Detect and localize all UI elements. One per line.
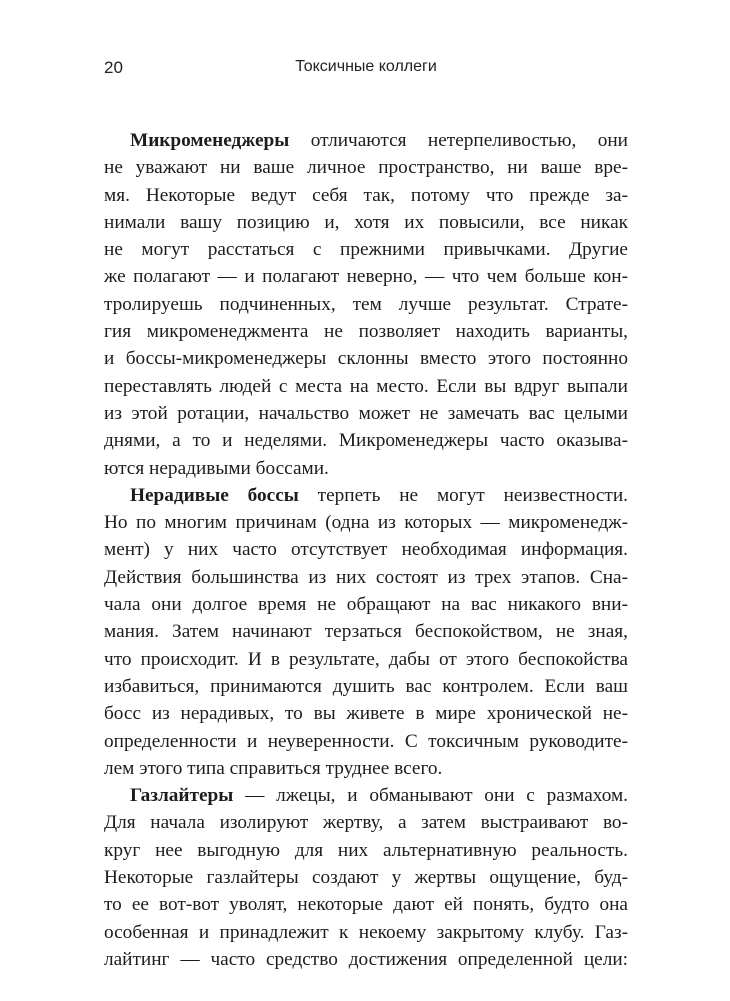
text-line: определенности и неуверенности. С токсичным руководите- — [104, 730, 628, 752]
text-line: избавиться, принимаются душить вас контролем. Если ваш — [104, 675, 628, 697]
text-line: что происходит. И в результате, дабы от этого беспокойства — [104, 648, 628, 670]
text-span: терпеть не могут неизвестности. — [298, 484, 628, 506]
text-line: гия микроменеджмента не позволяет находить варианты, — [104, 321, 628, 343]
text-line: мент) у них часто отсутствует необходимая информация. — [104, 539, 628, 561]
text-line: Действия большинства из них состоят из трех этапов. Сна- — [104, 566, 628, 588]
text-line — [104, 127, 628, 154]
page-number: 20 — [104, 58, 123, 77]
paragraph-micromanagers — [104, 127, 628, 482]
term-negligent-bosses: Нерадивые боссы — [130, 484, 299, 506]
text-line: ются нерадивыми боссами. — [104, 457, 329, 479]
text-line: лем этого типа справиться труднее всего. — [104, 757, 443, 779]
text-line: не уважают ни ваше личное пространство, ни ваше вре- — [104, 157, 628, 179]
text-line: Некоторые газлайтеры создают у жертвы ощущение, буд- — [104, 867, 628, 889]
paragraph-negligent-bosses — [104, 482, 628, 782]
text-line — [104, 782, 628, 809]
text-line: из этой ротации, начальство может не замечать вас целыми — [104, 402, 628, 424]
text-line: нимали вашу позицию и, хотя их повысили, все никак — [104, 211, 628, 233]
running-head — [104, 58, 628, 84]
text-line: особенная и принадлежит к некоему закрытому клубу. Газ- — [104, 921, 628, 943]
book-title: Токсичные коллеги — [295, 58, 437, 75]
text-line: то ее вот-вот уволят, некоторые дают ей понять, будто она — [104, 894, 628, 916]
text-span: — лжецы, и обманывают они с размахом. — [233, 785, 628, 807]
text-line: тролируешь подчиненных, тем лучше результат. Страте- — [104, 293, 628, 315]
term-micromanagers: Микроменеджеры — [130, 130, 290, 151]
text-line — [104, 482, 628, 509]
text-line: днями, а то и неделями. Микроменеджеры часто оказыва- — [104, 430, 628, 452]
text-line: же полагают — и полагают неверно, — что чем больше кон- — [104, 266, 628, 288]
text-line: мя. Некоторые ведут себя так, потому что прежде за- — [104, 184, 628, 206]
text-line: и боссы-микроменеджеры склонны вместо этого постоянно — [104, 348, 628, 370]
term-gaslighters: Газлайтеры — [130, 785, 234, 807]
text-line: переставлять людей с места на место. Если вы вдруг выпали — [104, 375, 628, 397]
body-text — [104, 127, 628, 973]
text-line: не могут расстаться с прежними привычками. Другие — [104, 239, 628, 261]
text-span: отличаются нетерпеливостью, они — [289, 130, 628, 151]
text-line: лайтинг — часто средство достижения определенной цели: — [104, 948, 628, 970]
text-line: чала они долгое время не обращают на вас никакого вни- — [104, 594, 628, 616]
text-line: мания. Затем начинают терзаться беспокойством, не зная, — [104, 621, 628, 643]
text-line: круг нее выгодную для них альтернативную реальность. — [104, 839, 628, 861]
paragraph-gaslighters — [104, 782, 628, 973]
text-line: Для начала изолируют жертву, а затем выстраивают во- — [104, 812, 628, 834]
text-line: босс из нерадивых, то вы живете в мире хронической не- — [104, 703, 628, 725]
text-line: Но по многим причинам (одна из которых — микроменедж- — [104, 512, 628, 534]
